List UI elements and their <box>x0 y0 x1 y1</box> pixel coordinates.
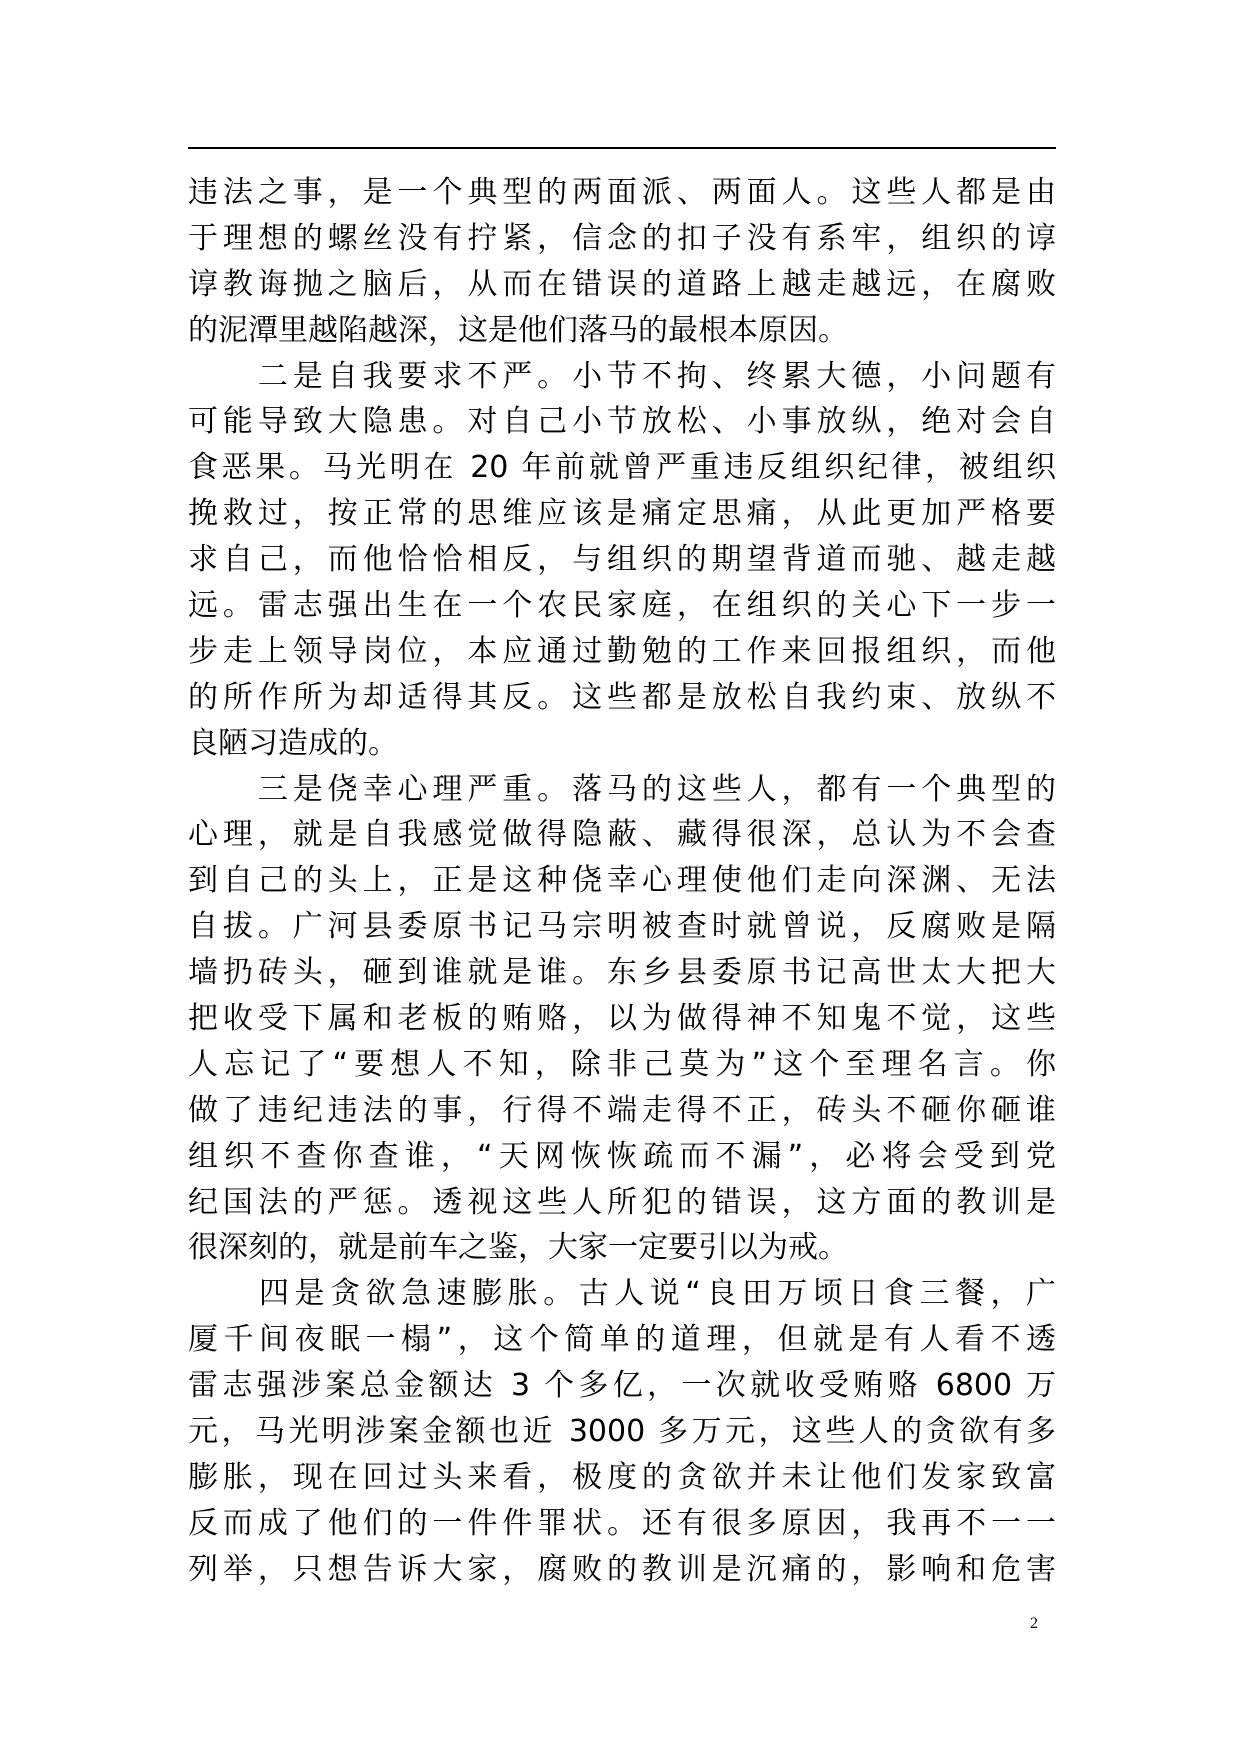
text-line: 心理，就是自我感觉做得隐蔽、藏得很深，总认为不会查 <box>188 817 1056 853</box>
text-line: 做了违纪违法的事，行得不端走得不正，砖头不砸你砸谁 <box>188 1092 1056 1128</box>
text-line: 远。雷志强出生在一个农民家庭，在组织的关心下一步一 <box>188 588 1056 624</box>
text-line: 的泥潭里越陷越深，这是他们落马的最根本原因。 <box>188 312 848 348</box>
text-line: 谆教诲抛之脑后，从而在错误的道路上越走越远，在腐败 <box>188 266 1056 302</box>
text-line: 的所作所为却适得其反。这些都是放松自我约束、放纵不 <box>188 679 1056 715</box>
text-line: 挽救过，按正常的思维应该是痛定思痛，从此更加严格要 <box>188 496 1056 532</box>
text-line: 违法之事，是一个典型的两面派、两面人。这些人都是由 <box>188 175 1056 210</box>
page-number: 2 <box>1030 1615 1038 1632</box>
text-line: 到自己的头上，正是这种侥幸心理使他们走向深渊、无法 <box>188 863 1056 899</box>
text-line: 纪国法的严惩。透视这些人所犯的错误，这方面的教训是 <box>188 1184 1056 1220</box>
text-line: 膨胀，现在回过头来看，极度的贪欲并未让他们发家致富 <box>188 1459 1056 1495</box>
text-line: 组织不查你查谁，“天网恢恢疏而不漏”，必将会受到党 <box>188 1138 1056 1174</box>
text-line: 步走上领导岗位，本应通过勤勉的工作来回报组织，而他 <box>188 633 1056 669</box>
text-line: 厦千间夜眠一榻”，这个简单的道理，但就是有人看不透 <box>188 1322 1056 1358</box>
text-line: 良陋习造成的。 <box>188 725 398 761</box>
text-line: 雷志强涉案总金额达 3 个多亿，一次就收受贿赂 6800 万 <box>188 1368 1056 1404</box>
header-rule <box>188 147 1056 149</box>
text-line: 二是自我要求不严。小节不拘、终累大德，小问题有 <box>188 358 1056 394</box>
text-line: 把收受下属和老板的贿赂，以为做得神不知鬼不觉，这些 <box>188 1001 1056 1037</box>
text-line: 求自己，而他恰恰相反，与组织的期望背道而驰、越走越 <box>188 542 1056 578</box>
text-line: 墙扔砖头，砸到谁就是谁。东乡县委原书记高世太大把大 <box>188 955 1056 991</box>
text-line: 列举，只想告诉大家，腐败的教训是沉痛的，影响和危害 <box>188 1551 1056 1587</box>
text-line: 食恶果。马光明在 20 年前就曾严重违反组织纪律，被组织 <box>188 450 1056 486</box>
document-body <box>188 170 1056 1593</box>
text-line: 自拔。广河县委原书记马宗明被查时就曾说，反腐败是隔 <box>188 909 1056 945</box>
text-line: 元，马光明涉案金额也近 3000 多万元，这些人的贪欲有多 <box>188 1414 1056 1450</box>
text-line: 四是贪欲急速膨胀。古人说“良田万顷日食三餐，广 <box>188 1276 1056 1312</box>
text-line: 很深刻的，就是前车之鉴，大家一定要引以为戒。 <box>188 1230 848 1266</box>
text-line: 人忘记了“要想人不知，除非己莫为”这个至理名言。你 <box>188 1046 1056 1082</box>
text-line: 三是侥幸心理严重。落马的这些人，都有一个典型的 <box>188 771 1056 807</box>
text-line: 反而成了他们的一件件罪状。还有很多原因，我再不一一 <box>188 1505 1056 1541</box>
text-line: 可能导致大隐患。对自己小节放松、小事放纵，绝对会自 <box>188 404 1056 440</box>
text-line: 于理想的螺丝没有拧紧，信念的扣子没有系牢，组织的谆 <box>188 220 1056 256</box>
